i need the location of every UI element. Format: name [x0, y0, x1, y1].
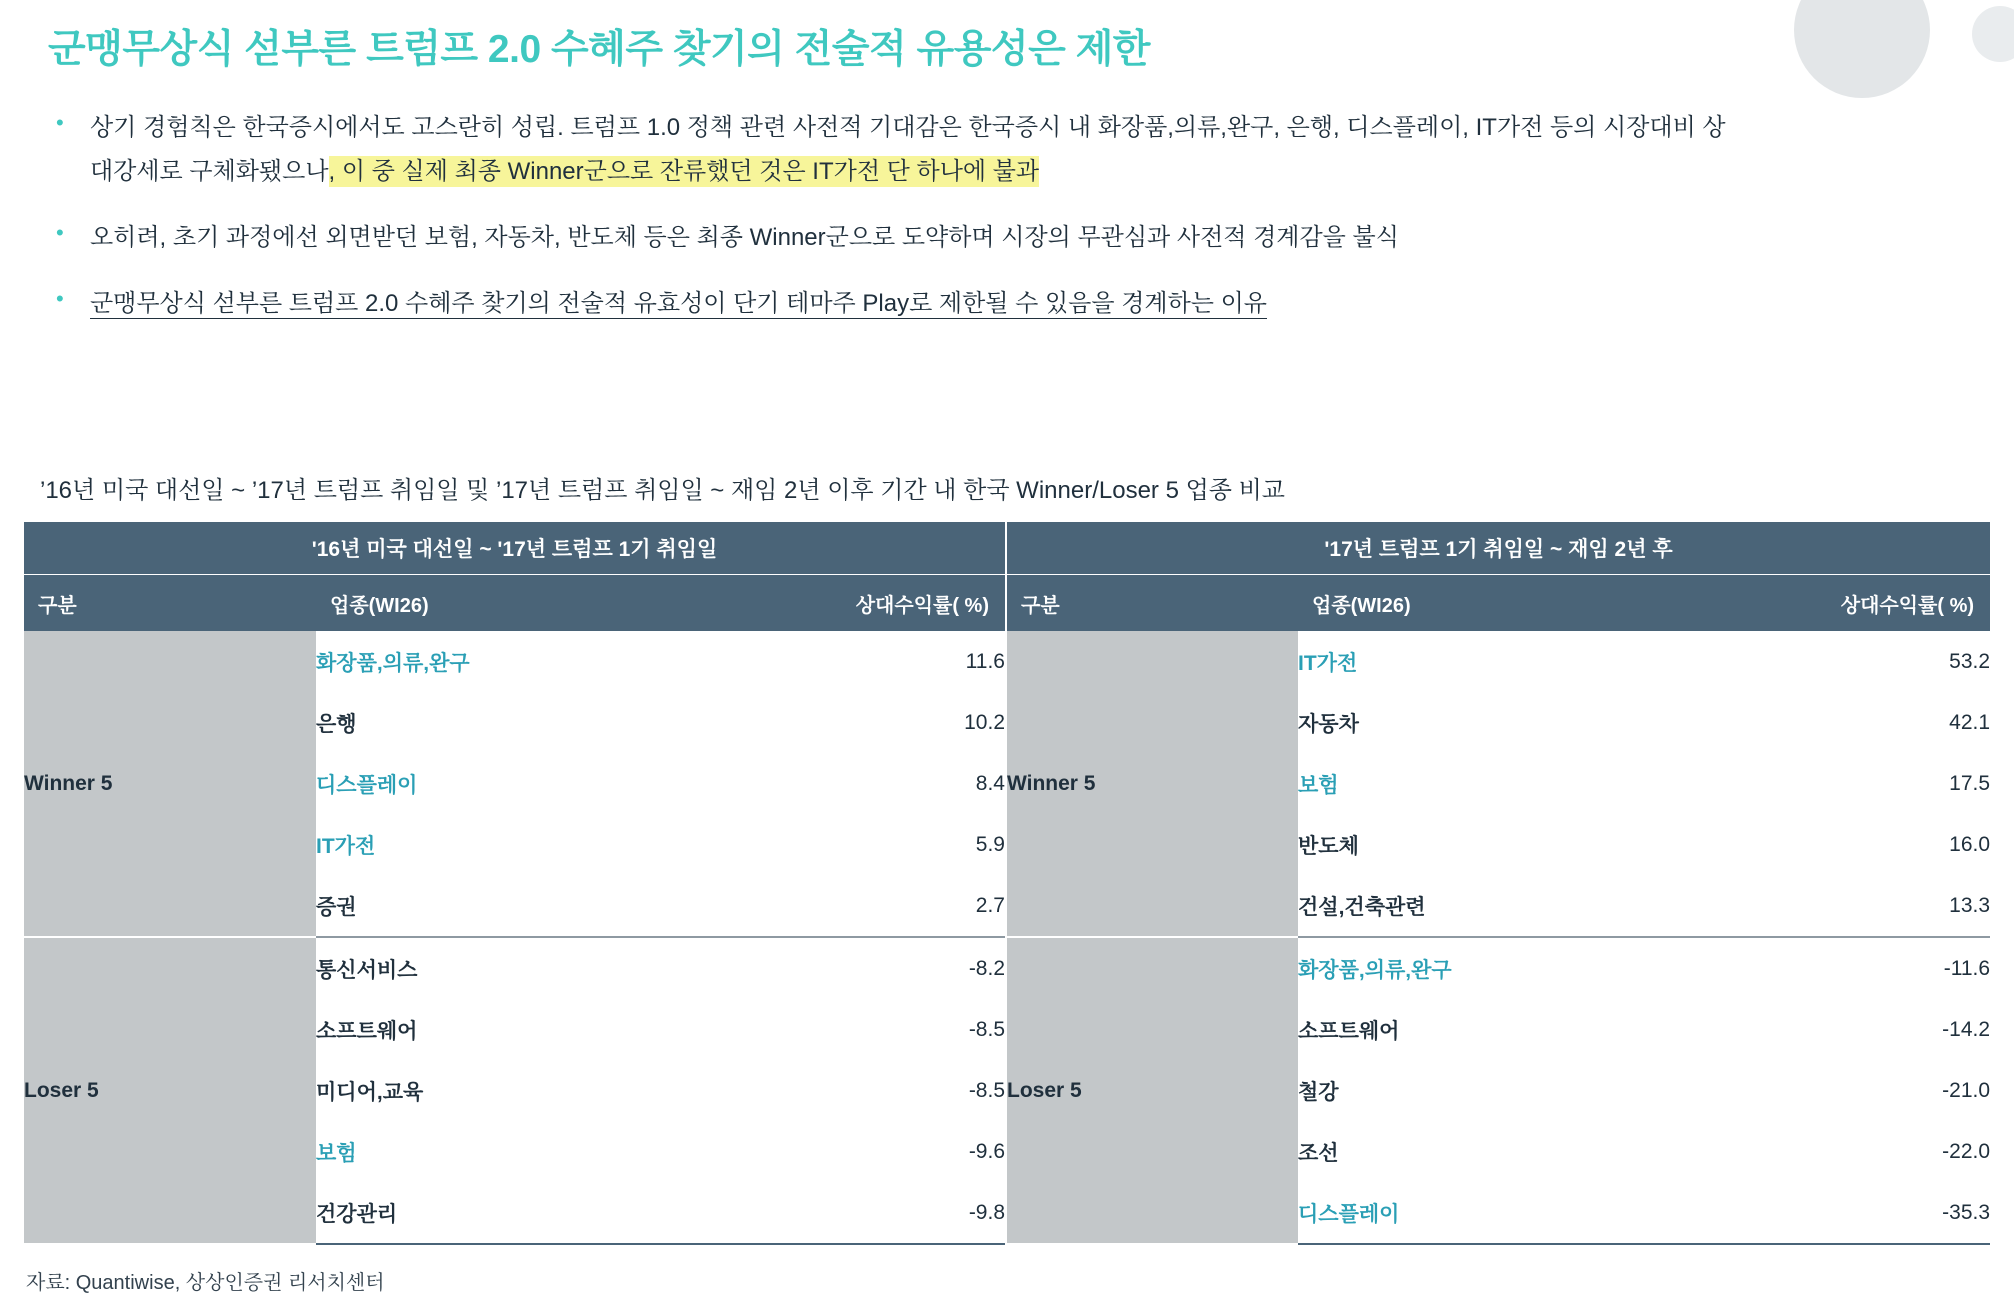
industry-name: 철강: [1298, 1060, 1688, 1121]
relative-return-value: -9.8: [706, 1182, 1006, 1244]
relative-return-value: 2.7: [706, 875, 1006, 937]
bullet-text-pre: 상기 경험칙은 한국증시에서도 고스란히 성립. 트럼프 1.0 정책 관련 사전적 기대감은 한국증시 내 화장품,의류,완구, 은행, 디스플레이, IT가전 등의 시장대비 상대강세로 구체화됐으나: [90, 114, 1726, 185]
industry-name: 조선: [1298, 1121, 1688, 1182]
relative-return-value: -35.3: [1688, 1182, 1990, 1244]
table-group-header-row: [24, 522, 1990, 575]
group-label-right-winner: Winner 5: [1006, 631, 1298, 937]
table-row: [24, 631, 1990, 692]
relative-return-value: -8.5: [706, 999, 1006, 1060]
industry-name: 소프트웨어: [316, 999, 706, 1060]
bullet-text: [90, 282, 1732, 326]
relative-return-value: -9.6: [706, 1121, 1006, 1182]
industry-name: 화장품,의류,완구: [1298, 937, 1688, 999]
column-header-4: 업종(WI26): [1298, 575, 1688, 632]
industry-name: IT가전: [316, 814, 706, 875]
industry-name: 보험: [316, 1121, 706, 1182]
industry-name: 화장품,의류,완구: [316, 631, 706, 692]
bullet-dot-icon: •: [56, 220, 64, 245]
industry-name: 디스플레이: [316, 753, 706, 814]
bullet-text: [90, 216, 1732, 260]
relative-return-value: 53.2: [1688, 631, 1990, 692]
industry-name: 디스플레이: [1298, 1182, 1688, 1244]
column-header-2: 상대수익률( %): [706, 575, 1006, 632]
bullet-dot-icon: •: [56, 286, 64, 311]
relative-return-value: -22.0: [1688, 1121, 1990, 1182]
industry-name: 증권: [316, 875, 706, 937]
column-header-1: 업종(WI26): [316, 575, 706, 632]
industry-name: 건강관리: [316, 1182, 706, 1244]
industry-name: 소프트웨어: [1298, 999, 1688, 1060]
relative-return-value: -8.2: [706, 937, 1006, 999]
table-row: [24, 937, 1990, 999]
relative-return-value: 13.3: [1688, 875, 1990, 937]
relative-return-value: -14.2: [1688, 999, 1990, 1060]
bullet-list: [52, 106, 1732, 348]
column-header-0: 구분: [24, 575, 316, 632]
table-column-header-row: [24, 575, 1990, 632]
relative-return-value: 17.5: [1688, 753, 1990, 814]
relative-return-value: 16.0: [1688, 814, 1990, 875]
column-header-3: 구분: [1006, 575, 1298, 632]
relative-return-value: 5.9: [706, 814, 1006, 875]
relative-return-value: -21.0: [1688, 1060, 1990, 1121]
bullet-text: [90, 106, 1732, 194]
industry-name: 건설,건축관련: [1298, 875, 1688, 937]
list-item: [52, 106, 1732, 194]
industry-name: IT가전: [1298, 631, 1688, 692]
relative-return-value: -8.5: [706, 1060, 1006, 1121]
bullet-dot-icon: •: [56, 110, 64, 135]
group-label-right-loser: Loser 5: [1006, 937, 1298, 1244]
industry-name: 자동차: [1298, 692, 1688, 753]
decorative-circle-small: [1972, 6, 2014, 62]
page-title: 군맹무상식 섣부른 트럼프 2.0 수혜주 찾기의 전술적 유용성은 제한: [48, 28, 1150, 71]
group-header-left: '16년 미국 대선일 ~ '17년 트럼프 1기 취임일: [24, 522, 1006, 575]
column-header-5: 상대수익률( %): [1688, 575, 1990, 632]
comparison-table: [24, 522, 1990, 1245]
relative-return-value: 10.2: [706, 692, 1006, 753]
group-label-left-loser: Loser 5: [24, 937, 316, 1244]
industry-name: 반도체: [1298, 814, 1688, 875]
group-label-left-winner: Winner 5: [24, 631, 316, 937]
table-caption: ’16년 미국 대선일 ~ ’17년 트럼프 취임일 및 ’17년 트럼프 취임일 ~ 재임 2년 이후 기간 내 한국 Winner/Loser 5 업종 비교: [40, 477, 1285, 504]
list-item: [52, 216, 1732, 260]
industry-name: 통신서비스: [316, 937, 706, 999]
decorative-circle-large: [1794, 0, 1930, 98]
relative-return-value: 11.6: [706, 631, 1006, 692]
bullet-text-pre: 오히려, 초기 과정에선 외면받던 보험, 자동차, 반도체 등은 최종 Winner군으로 도약하며 시장의 무관심과 사전적 경계감을 불식: [90, 224, 1399, 251]
bullet-text-pre: 군맹무상식 섣부른 트럼프 2.0 수혜주 찾기의 전술적 유효성이 단기 테마주 Play로 제한될 수 있음을 경계하는 이유: [90, 290, 1267, 317]
group-header-right: '17년 트럼프 1기 취임일 ~ 재임 2년 후: [1006, 522, 1990, 575]
source-note: 자료: Quantiwise, 상상인증권 리서치센터: [26, 1272, 385, 1294]
industry-name: 보험: [1298, 753, 1688, 814]
bullet-text-highlight: , 이 중 실제 최종 Winner군으로 잔류했던 것은 IT가전 단 하나에 불과: [328, 158, 1040, 185]
relative-return-value: 42.1: [1688, 692, 1990, 753]
list-item: [52, 282, 1732, 326]
relative-return-value: 8.4: [706, 753, 1006, 814]
relative-return-value: -11.6: [1688, 937, 1990, 999]
industry-name: 미디어,교육: [316, 1060, 706, 1121]
industry-name: 은행: [316, 692, 706, 753]
